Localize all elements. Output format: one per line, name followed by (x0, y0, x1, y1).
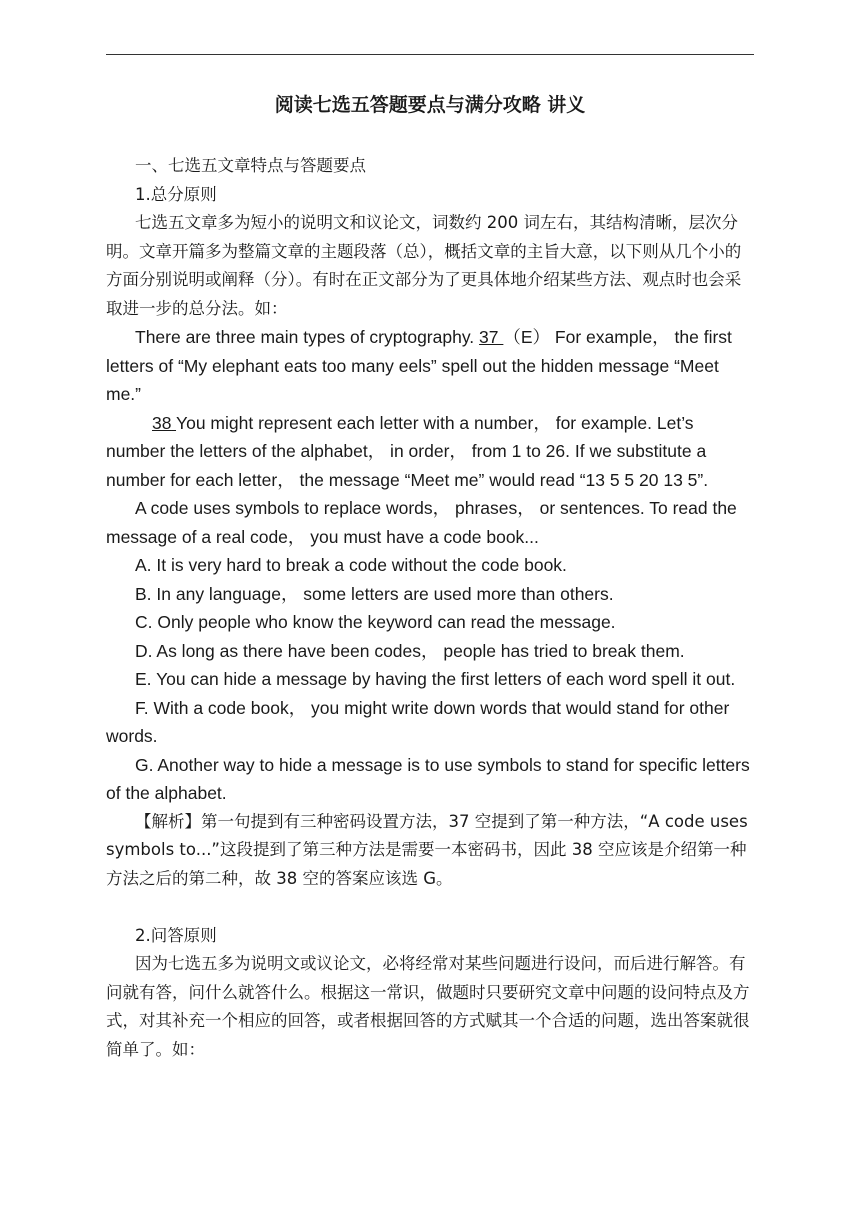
analysis-paragraph: 【解析】第一句提到有三种密码设置方法，37 空提到了第一种方法，“A code uses symbols to...”这段提到了第三种方法是需要一本密码书，因此 38 空应该是介绍第一种方法之后的第二种，故 38 空的答案应该选 G。 (106, 811, 748, 888)
passage-paragraph-3: A code uses symbols to replace words， phrases， or sentences. To read the message of a real code， you must have a code book... (106, 498, 737, 547)
option-e: E. You can hide a message by having the first letters of each word spell it out. (135, 669, 736, 689)
intro-paragraph: 七选五文章多为短小的说明文和议论文，词数约 200 词左右，其结构清晰，层次分明。文章开篇多为整篇文章的主题段落（总），概括文章的主旨大意，以下则从几个小的方面分别说明或阐释（分）。有时在正文部分为了更具体地介绍某些方法、观点时也会采取进一步的总分法。如： (106, 213, 742, 318)
option-a: A. It is very hard to break a code without the code book. (135, 555, 567, 575)
blank-38: 38 (152, 412, 172, 433)
blank-37: 37 (479, 327, 499, 347)
option-d: D. As long as there have been codes， people has tried to break them. (135, 640, 685, 661)
passage-sentence: For example， the first letters of “My elephant eats too many eels” spell out the hidden message “Meet me.” (106, 327, 732, 404)
option-c: C. Only people who know the keyword can read the message. (135, 612, 616, 632)
paragraph-gap (106, 893, 754, 922)
passage-sentence: There are three main types of cryptography. (135, 327, 475, 347)
subsection-heading-2: 2.问答原则 (135, 925, 217, 945)
option-g: G. Another way to hide a message is to use symbols to stand for specific letters of the alphabet. (106, 754, 750, 803)
option-b: B. In any language， some letters are used more than others. (135, 583, 614, 604)
passage-paragraph-2 (106, 409, 754, 495)
document-title: 阅读七选五答题要点与满分攻略 讲义 (274, 94, 586, 116)
answer-37: （E） (503, 327, 551, 347)
section-heading: 一、七选五文章特点与答题要点 (135, 156, 366, 175)
passage-paragraph-1 (106, 323, 754, 409)
header-rule (106, 54, 754, 55)
qa-paragraph: 因为七选五多为说明文或议论文，必将经常对某些问题进行设问，而后进行解答。有问就有答，问什么就答什么。根据这一常识，做题时只要研究文章中问题的设问特点及方式，对其补充一个相应的回答，或者根据回答的方式赋其一个合适的问题，选出答案就很简单了。如： (106, 954, 750, 1059)
document-body (106, 152, 754, 1064)
option-f: F. With a code book， you might write down words that would stand for other words. (106, 697, 730, 746)
subsection-heading-1: 1.总分原则 (135, 184, 217, 204)
passage-sentence: You might represent each letter with a number， for example. Let’s number the letters of the alphabet， in order， from 1 to 26. If we substitute a number for each letter， the message “Meet me” would read “13 5 5 20 13 5”. (106, 412, 709, 490)
